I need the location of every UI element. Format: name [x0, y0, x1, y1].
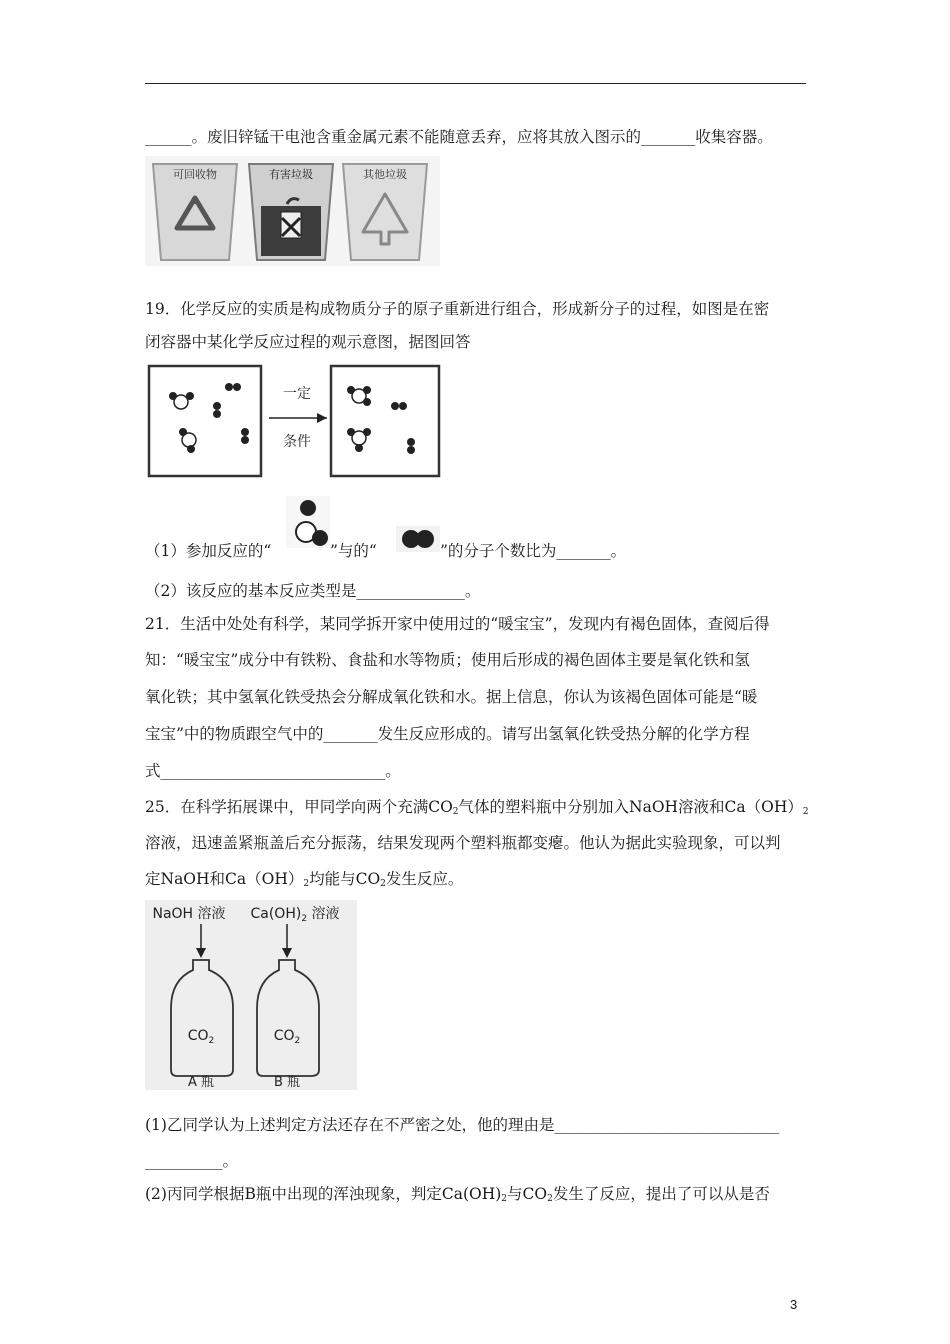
page-number: 3	[790, 1297, 798, 1312]
hazardous-bin	[249, 164, 333, 260]
bottle-b-co2: $CO_2$	[273, 1028, 301, 1046]
bottle-b-solution-label: $Ca(OH)_2$ 溶液	[250, 906, 340, 924]
bottle-a	[171, 960, 233, 1076]
q21-text-line-4: 宝宝”中的物质跟空气中的_______发生反应形成的。请写出氢氧化铁受热分解的化学方程	[145, 725, 750, 743]
q19-sub1-part-b: ”与的“	[330, 542, 377, 560]
reaction-arrow	[269, 413, 327, 423]
arrow-label-top: 一定	[283, 386, 311, 402]
q21-text-line-3: 氧化铁；其中氢氧化铁受热会分解成氧化铁和水。据上信息，你认为该褐色固体可能是“暖	[145, 688, 758, 706]
q19-sub1-part-a: （1）参加反应的“	[145, 542, 272, 560]
q21-text-line-5: 式_____________________________。	[145, 762, 401, 780]
q19-sub1-part-c: ”的分子个数比为_______。	[440, 542, 627, 560]
recyclable-bin	[153, 164, 237, 260]
header-rule	[145, 83, 806, 84]
top-text-line: ______。废旧锌锰干电池含重金属元素不能随意丢弃，应将其放入图示的_______收集容器。	[145, 128, 773, 146]
garbage-bins-figure	[145, 156, 440, 266]
arrow-label-bottom: 条件	[283, 434, 311, 450]
q19-sub2: （2）该反应的基本反应类型是______________。	[145, 582, 481, 600]
q25-sub1-line-a: (1)乙同学认为上述判定方法还存在不严密之处，他的理由是_____________________________	[145, 1116, 780, 1134]
q19-text-line-2: 闭容器中某化学反应过程的观示意图，据图回答	[145, 333, 471, 351]
reaction-diagram	[145, 362, 443, 480]
bin-label-recyclable: 可回收物	[173, 168, 217, 181]
bottle-a-co2: $CO_2$	[187, 1028, 215, 1046]
bottle-a-name: A 瓶	[187, 1075, 215, 1090]
q25-text-line-3: 定NaOH和$Ca(OH)_2$均能与$CO_2$发生反应。	[145, 870, 464, 889]
q25-sub2-line: (2)丙同学根据B瓶中出现的浑浊现象，判定$Ca(OH)_2$与$CO_2$发生了反应，提出了可以从是否	[145, 1185, 770, 1204]
q25-text-line-1: 25．在科学拓展课中，甲同学向两个充满$CO_2$气体的塑料瓶中分别加入NaOH溶液和$Ca(OH)_2$	[145, 798, 809, 817]
q19-text-line-1: 19．化学反应的实质是构成物质分子的原子重新进行组合，形成新分子的过程，如图是在密	[145, 300, 770, 318]
bottle-b-name: B 瓶	[273, 1075, 301, 1090]
bottle-b	[257, 960, 319, 1076]
molecule-thumbnail-1	[286, 496, 330, 548]
bin-label-other: 其他垃圾	[363, 168, 407, 181]
dropper-arrow-a	[196, 924, 206, 958]
q25-text-line-2: 溶液，迅速盖紧瓶盖后充分振荡，结果发现两个塑料瓶都变瘪。他认为据此实验现象，可以判	[145, 834, 781, 852]
dropper-arrow-b	[282, 924, 292, 958]
other-bin	[343, 164, 427, 260]
bottles-figure	[145, 900, 357, 1090]
q25-sub1-line-b: __________。	[145, 1152, 239, 1170]
bin-label-hazardous: 有害垃圾	[269, 168, 313, 181]
bottle-a-solution-label: NaOH 溶液	[152, 906, 226, 922]
q21-text-line-1: 21．生活中处处有科学，某同学拆开家中使用过的“暖宝宝”，发现内有褐色固体，查阅后得	[145, 615, 770, 633]
molecule-thumbnail-2	[396, 526, 440, 552]
q21-text-line-2: 知：“暖宝宝”成分中有铁粉、食盐和水等物质；使用后形成的褐色固体主要是氧化铁和氢	[145, 651, 750, 669]
